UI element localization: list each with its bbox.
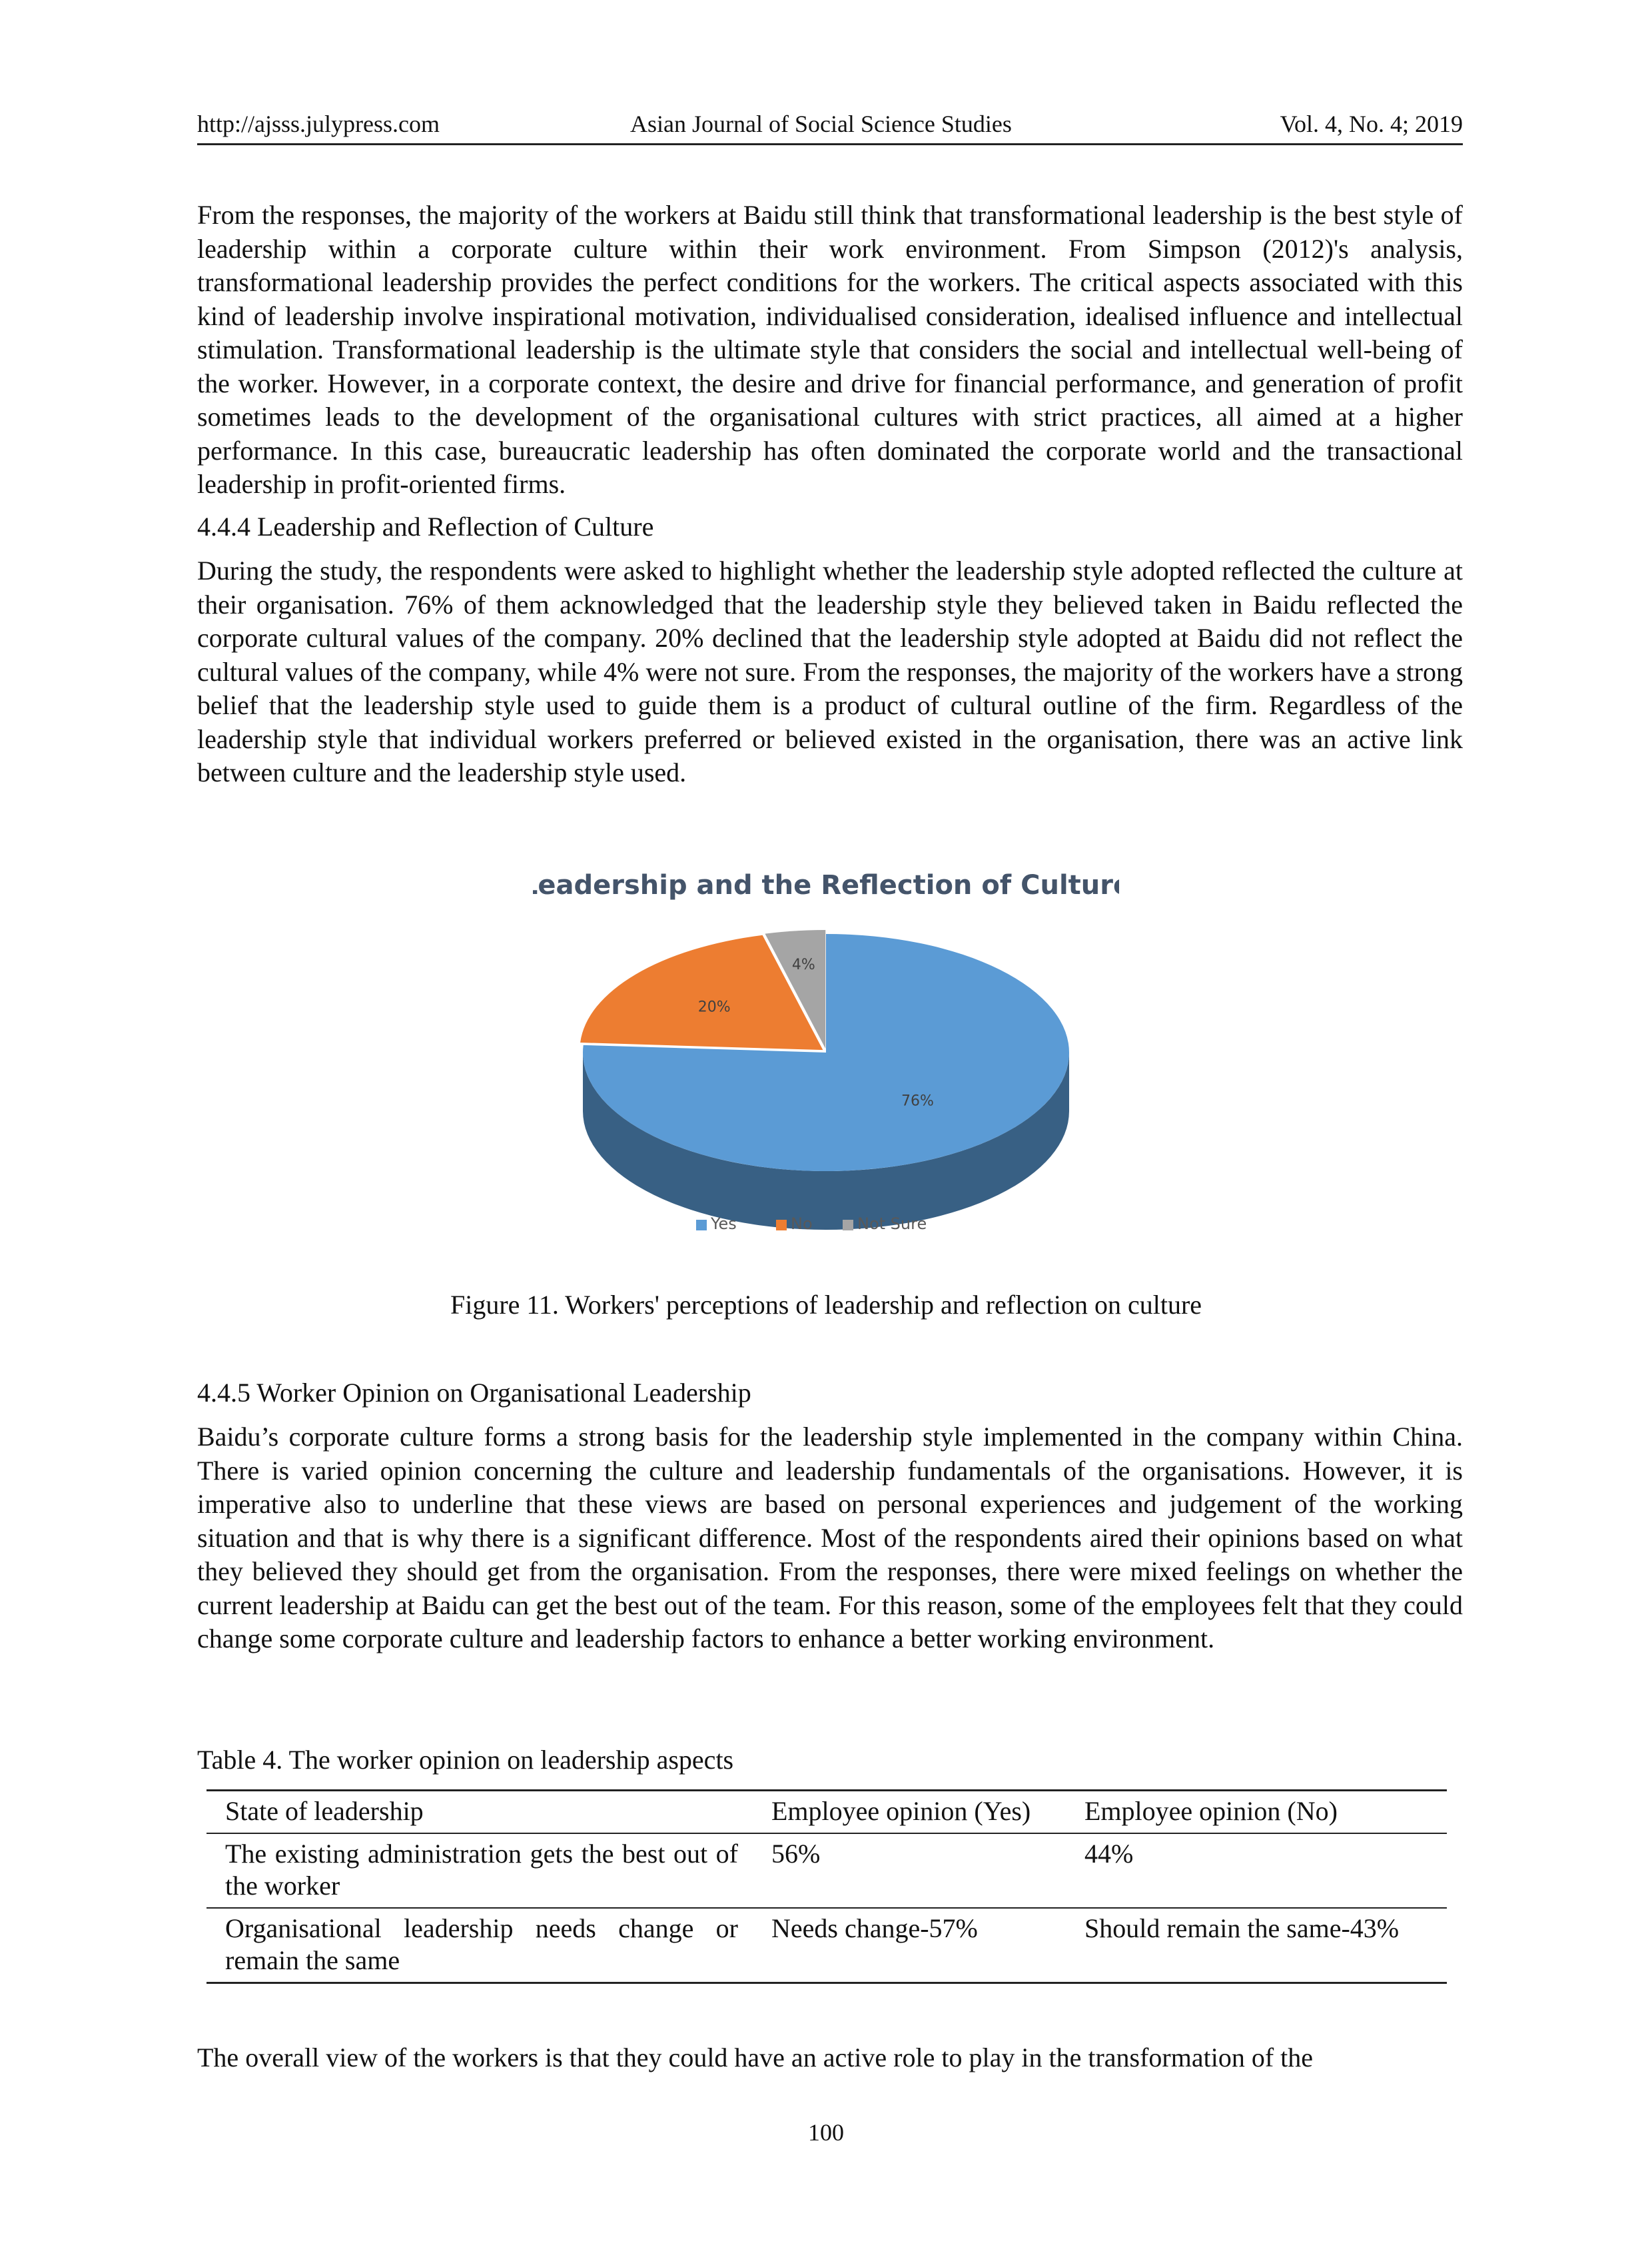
page-number: 100 xyxy=(808,2119,844,2146)
section-heading-4-4-5: 4.4.5 Worker Opinion on Organisational Leadership xyxy=(197,1378,751,1408)
legend-label: No xyxy=(791,1214,813,1233)
legend-swatch-not-sure xyxy=(843,1220,853,1230)
table-cell: The existing administration gets the best out of the worker xyxy=(225,1839,738,1901)
table-row xyxy=(206,1908,1447,1983)
pie-chart-figure-11 xyxy=(533,859,1119,1259)
journal-title: Asian Journal of Social Science Studies xyxy=(630,111,1012,137)
section-heading-4-4-4: 4.4.4 Leadership and Reflection of Culture xyxy=(197,512,654,542)
legend-swatch-no xyxy=(776,1220,787,1230)
paragraph-transformational-leadership: From the responses, the majority of the workers at Baidu still think that transformational leadership is the best style of leadership within a corporate culture within their work environment. From Simpson (2012)'s analysis, transformational leadership provides the perfect conditions for the workers. The critical aspects associated with this kind of leadership involve inspirational motivation, individualised consideration, idealised influence and intellectual stimulation. Transformational leadership is the ultimate style that considers the social and intellectual well-being of the worker. However, in a corporate context, the desire and drive for financial performance, and generation of profit sometimes leads to the development of the organisational cultures with strict practices, all aimed at a higher performance. In this case, bureaucratic leadership has often dominated the corporate world and the transactional leadership in profit-oriented firms. xyxy=(197,200,1463,499)
data-label: 76% xyxy=(901,1093,934,1110)
journal-url[interactable]: http://ajsss.julypress.com xyxy=(197,111,440,137)
table-cell: 44% xyxy=(1084,1839,1134,1869)
legend-swatch-yes xyxy=(696,1220,707,1230)
paragraph-overall-view: The overall view of the workers is that they could have an active role to play in the transformation of the xyxy=(197,2042,1313,2072)
running-header xyxy=(197,110,1463,145)
table-header-cell: Employee opinion (No) xyxy=(1084,1796,1338,1826)
data-label: 20% xyxy=(697,999,731,1016)
table-cell: Should remain the same-43% xyxy=(1084,1913,1400,1943)
table-row xyxy=(206,1833,1447,1908)
table-header-row xyxy=(206,1791,1447,1834)
legend-label: Not Sure xyxy=(857,1214,927,1233)
table-header-cell: Employee opinion (Yes) xyxy=(771,1796,1031,1826)
volume-info: Vol. 4, No. 4; 2019 xyxy=(1280,111,1463,137)
table-cell: Needs change-57% xyxy=(771,1913,978,1943)
figure-caption: Figure 11. Workers' perceptions of leadership and reflection on culture xyxy=(450,1290,1202,1320)
paragraph-leadership-reflection: During the study, the respondents were asked to highlight whether the leadership style adopted reflected the culture at their organisation. 76% of them acknowledged that the leadership style they believed taken in Baidu reflected the corporate cultural values of the company. 20% declined that the leadership style adopted at Baidu did not reflect the cultural values of the company, while 4% were not sure. From the responses, the majority of the workers have a strong belief that the leadership style used to guide them is a product of cultural outline of the firm. Regardless of the leadership style that individual workers preferred or believed existed in the organisation, there was an active link between culture and the leadership style used. xyxy=(197,556,1463,787)
chart-title: Leadership and the Reflection of Culture xyxy=(533,870,1119,901)
table-cell: 56% xyxy=(771,1839,821,1869)
table-cell: Organisational leadership needs change or remain the same xyxy=(225,1913,738,1975)
table-4 xyxy=(206,1789,1447,1984)
data-label: 4% xyxy=(791,956,815,973)
table-header-cell: State of leadership xyxy=(225,1796,424,1826)
table-caption: Table 4. The worker opinion on leadership aspects xyxy=(197,1745,734,1775)
pie-chart-svg xyxy=(533,859,1119,1259)
legend-label: Yes xyxy=(711,1214,737,1233)
paragraph-worker-opinion: Baidu’s corporate culture forms a strong basis for the leadership style implemented in the company within China. There is varied opinion concerning the culture and leadership fundamentals of the organisations. However, it is imperative also to underline that these views are based on personal experiences and judgement of the working situation and that is why there is a significant difference. Most of the respondents aired their opinions based on what they believed they should get from the organisation. From the responses, there were mixed feelings on whether the current leadership at Baidu can get the best out of the team. For this reason, some of the employees felt that they could change some corporate culture and leadership factors to enhance a better working environment. xyxy=(197,1422,1463,1653)
